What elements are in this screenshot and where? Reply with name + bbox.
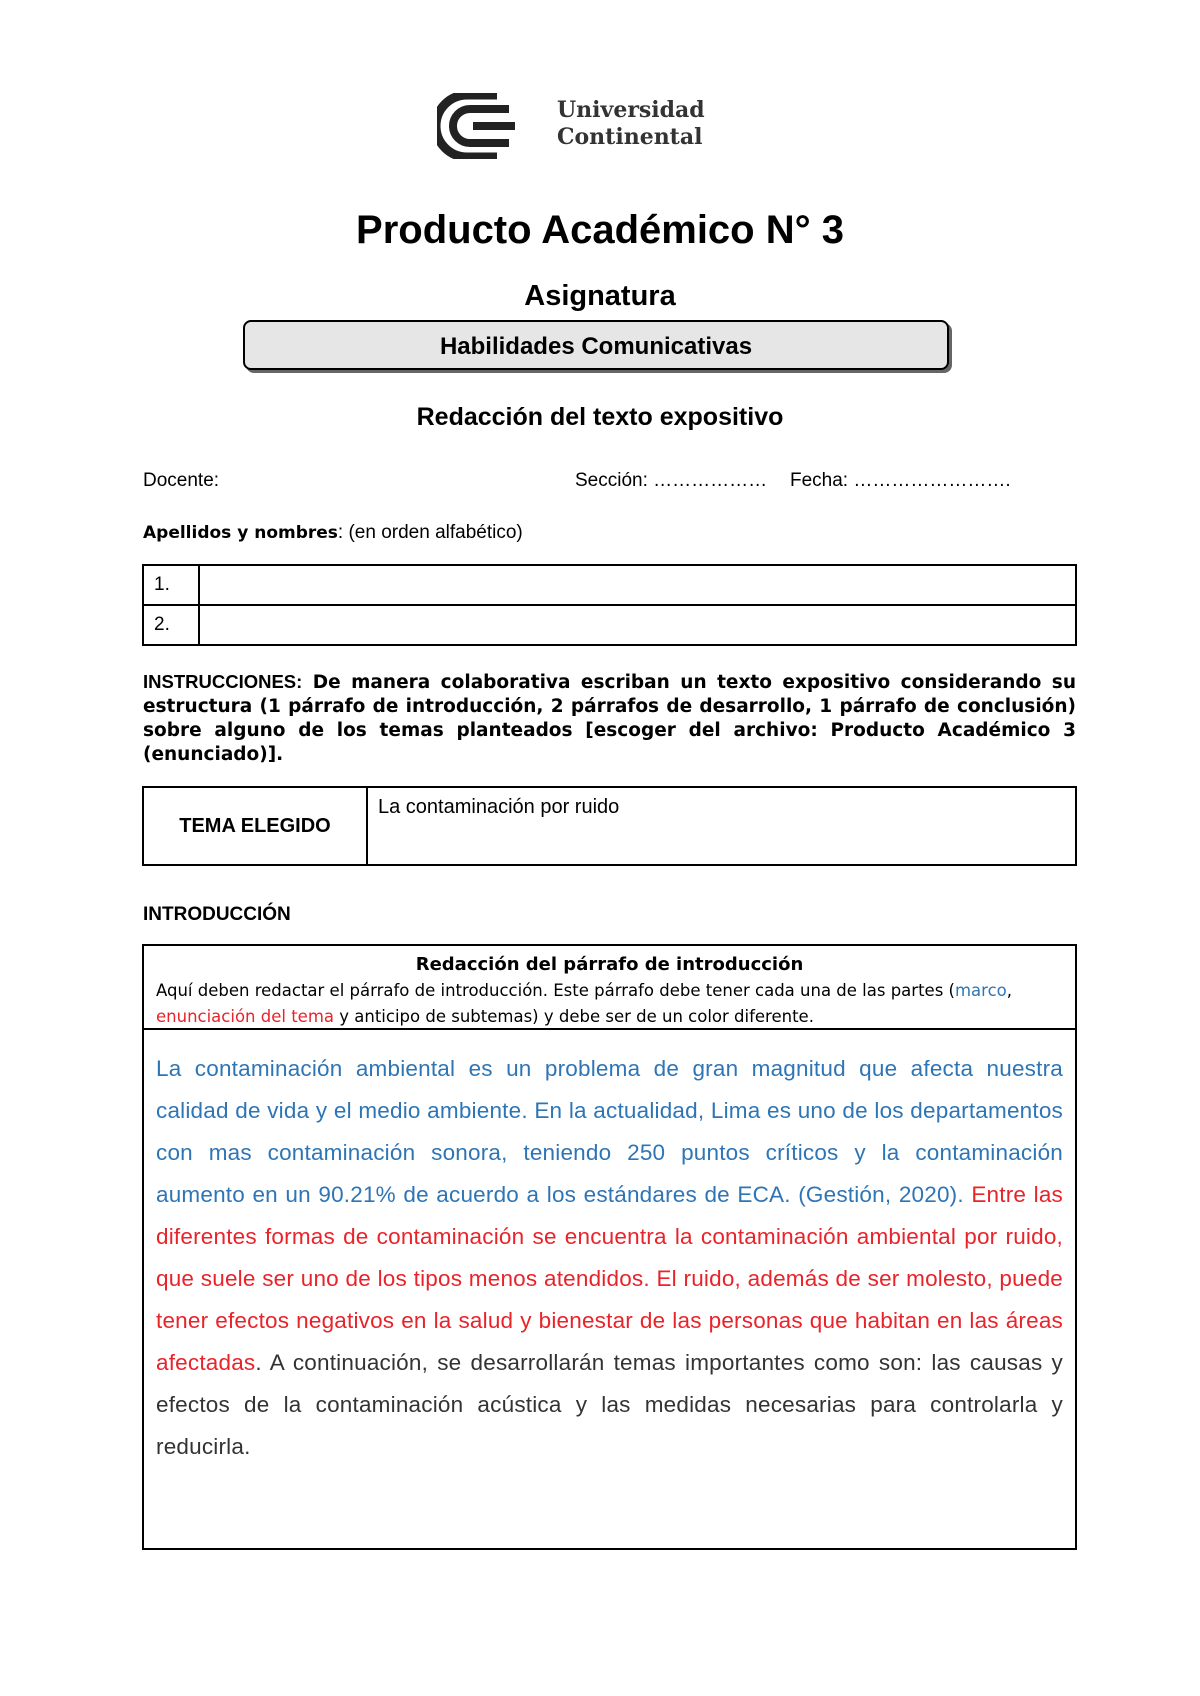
instructions-label: INSTRUCCIONES: <box>143 671 303 692</box>
paragraph-enunciacion: Entre las diferentes formas de contaminación se encuentra la contaminación ambiental por ruido, que suele ser uno de los tipos menos atendidos. El ruido, además de ser molesto, puede tener efectos negativos en la salud y bienestar de las personas que habitan en las áreas afectadas <box>156 1182 1063 1375</box>
topic-label: TEMA ELEGIDO <box>143 787 367 865</box>
names-label-bold: Apellidos y nombres <box>143 523 338 543</box>
names-table <box>142 564 1077 646</box>
university-logo-icon <box>437 93 537 159</box>
logo-line-1: Universidad <box>557 97 705 123</box>
table-row <box>143 787 1076 865</box>
topic-value[interactable]: La contaminación por ruido <box>367 787 1076 865</box>
paragraph-subtemas: . A continuación, se desarrollarán temas importantes como son: las causas y efectos de la contaminación acústica y las medidas necesarias para controlarla y reducirla. <box>156 1350 1063 1459</box>
introduction-heading: INTRODUCCIÓN <box>143 904 291 925</box>
date-field: Fecha: ……………………. <box>790 470 1011 491</box>
desc-enunciacion: enunciación del tema <box>156 1007 335 1026</box>
student-name-cell[interactable] <box>199 605 1076 645</box>
introduction-box-title: Redacción del párrafo de introducción <box>415 954 804 975</box>
introduction-box <box>142 944 1077 1550</box>
university-logo <box>437 87 717 167</box>
introduction-box-header <box>144 946 1075 1030</box>
names-label <box>143 522 523 544</box>
logo-line-2: Continental <box>557 124 703 150</box>
row-number: 2. <box>143 605 199 645</box>
paragraph-marco: La contaminación ambiental es un problema de gran magnitud que afecta nuestra calidad de vida y el medio ambiente. En la actualidad, Lima es uno de los departamentos con mas contaminación sonora, teniendo 250 puntos críticos y la contaminación aumento en un 90.21% de acuerdo a los estándares de ECA. (Gestión, 2020). <box>156 1056 1063 1207</box>
introduction-box-description <box>144 978 1075 1030</box>
row-number: 1. <box>143 565 199 605</box>
desc-marco: marco <box>954 981 1007 1000</box>
subject-label: Asignatura <box>524 280 676 312</box>
table-row <box>143 565 1076 605</box>
section-field: Sección: ……………… <box>575 470 768 491</box>
desc-text-end: y anticipo de subtemas) y debe ser de un color diferente. <box>334 1007 814 1026</box>
teacher-field: Docente: <box>143 470 220 491</box>
subject-name-box: Habilidades Comunicativas <box>243 320 949 370</box>
instructions-text: De manera colaborativa escriban un texto expositivo considerando su estructura (1 párrafo de introducción, 2 párrafos de desarrollo, 1 párrafo de conclusión) sobre alguno de los temas planteados [escoger del archivo: Producto Académico 3 (enunciado)]. <box>143 672 1076 765</box>
student-name-cell[interactable] <box>199 565 1076 605</box>
introduction-paragraph[interactable] <box>144 1030 1075 1468</box>
names-hint: : (en orden alfabético) <box>337 522 523 543</box>
section-title: Redacción del texto expositivo <box>416 403 784 431</box>
table-row <box>143 605 1076 645</box>
topic-table <box>142 786 1077 866</box>
desc-text: Aquí deben redactar el párrafo de introducción. Este párrafo debe tener cada una de las partes ( <box>156 981 955 1000</box>
document-title: Producto Académico N° 3 <box>356 208 844 252</box>
desc-separator: , <box>1006 981 1013 1000</box>
instructions <box>143 670 1076 767</box>
